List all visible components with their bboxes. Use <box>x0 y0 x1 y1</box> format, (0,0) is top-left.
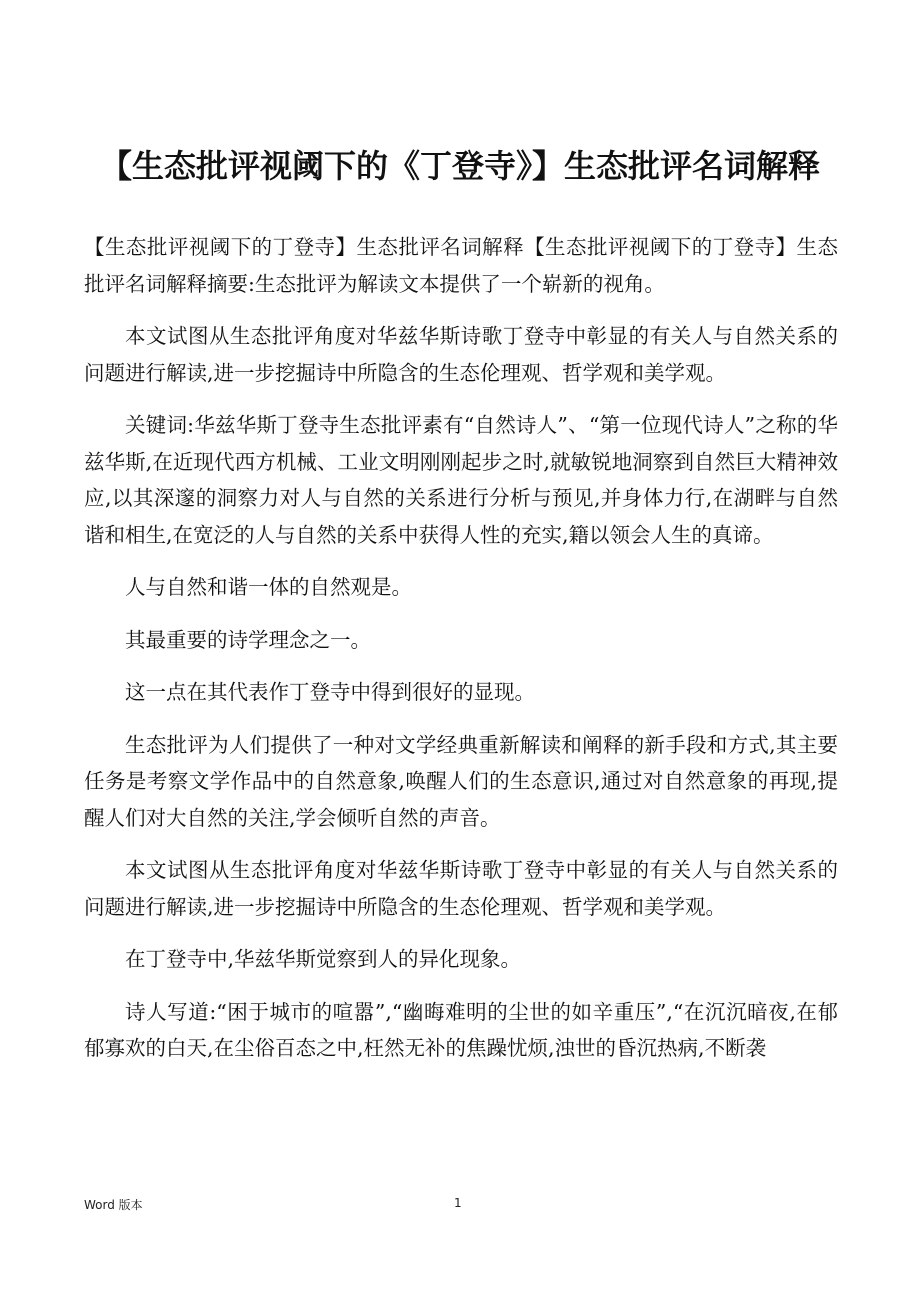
paragraph: 关键词:华兹华斯丁登寺生态批评素有“自然诗人”、“第一位现代诗人”之称的华兹华斯,在近现代西方机械、工业文明刚刚起步之时,就敏锐地洞察到自然巨大精神效应,以其深邃的洞察力对人与自然的关系进行分析与预见,并身体力行,在湖畔与自然谐和相生,在宽泛的人与自然的关系中获得人性的充实,籍以领会人生的真谛。 <box>84 413 838 547</box>
paragraph: 其最重要的诗学理念之一。 <box>125 627 371 652</box>
page-footer <box>0 1196 920 1216</box>
paragraph: 在丁登寺中,华兹华斯觉察到人的异化现象。 <box>125 947 522 971</box>
paragraph: 这一点在其代表作丁登寺中得到很好的显现。 <box>125 680 535 704</box>
paragraph: 诗人写道:“困于城市的喧嚣”,“幽晦难明的尘世的如辛重压”,“在沉沉暗夜,在郁郁寡欢的白天,在尘俗百态之中,枉然无补的焦躁忧烦,浊世的昏沉热病,不断袭 <box>84 999 838 1060</box>
page-number: 1 <box>454 1196 462 1210</box>
document-title: 【生态批评视阈下的《丁登寺》】生态批评名词解释 <box>99 147 820 185</box>
paragraph: 本文试图从生态批评角度对华兹华斯诗歌丁登寺中彰显的有关人与自然关系的问题进行解读,进一步挖掘诗中所隐含的生态伦理观、哲学观和美学观。 <box>84 858 838 919</box>
paragraph: 生态批评为人们提供了一种对文学经典重新解读和阐释的新手段和方式,其主要任务是考察文学作品中的自然意象,唤醒人们的生态意识,通过对自然意象的再现,提醒人们对大自然的关注,学会倾听自然的声音。 <box>84 732 838 830</box>
paragraph: 【生态批评视阈下的丁登寺】生态批评名词解释【生态批评视阈下的丁登寺】生态批评名词解释摘要:生态批评为解读文本提供了一个崭新的视角。 <box>84 235 838 296</box>
footer-version-label: Word 版本 <box>84 1198 143 1212</box>
document-body <box>84 229 838 1083</box>
paragraph: 人与自然和谐一体的自然观是。 <box>125 575 412 599</box>
paragraph: 本文试图从生态批评角度对华兹华斯诗歌丁登寺中彰显的有关人与自然关系的问题进行解读,进一步挖掘诗中所隐含的生态伦理观、哲学观和美学观。 <box>84 324 838 385</box>
